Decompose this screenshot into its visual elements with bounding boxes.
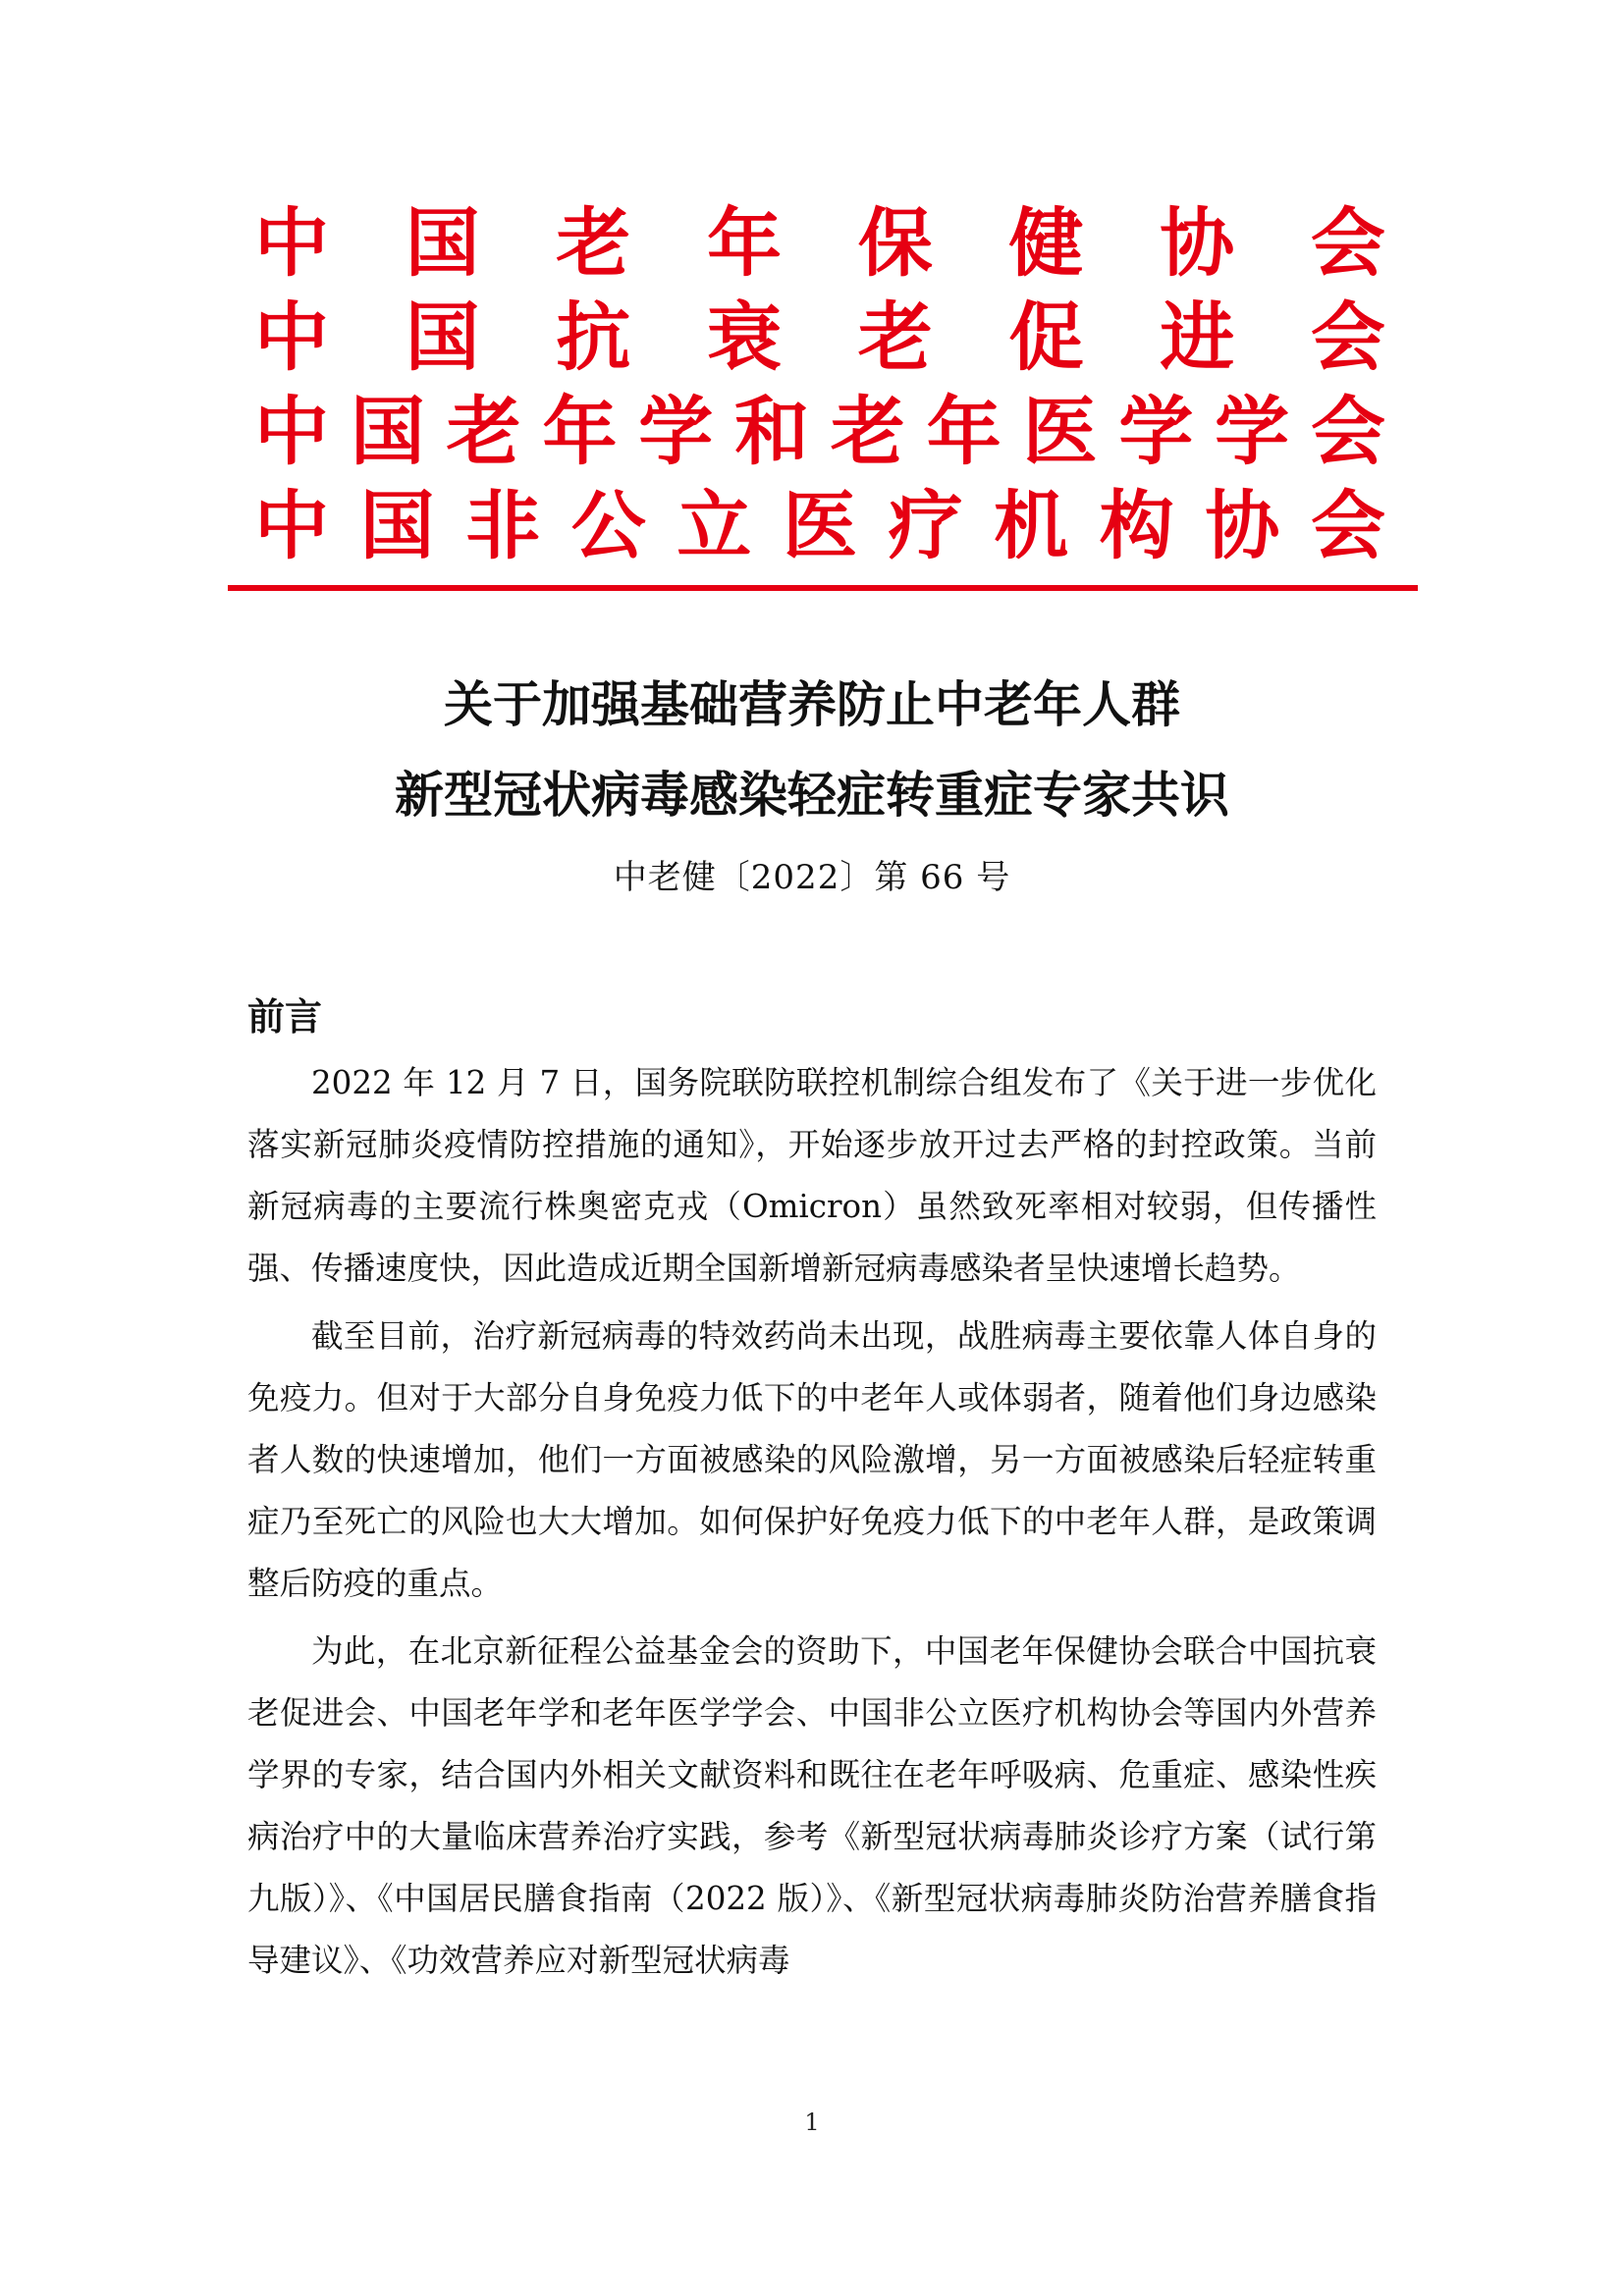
organization-line-1 [250,196,1389,291]
organization-char: 疗 [888,482,963,569]
organization-char: 年 [707,199,783,287]
paragraph-2: 截至目前，治疗新冠病毒的特效药尚未出现，战胜病毒主要依靠人体自身的免疫力。但对于大部分自身免疫力低下的中老年人或体弱者，随着他们身边感染者人数的快速增加，他们一方面被感染的风险激增，另一方面被感染后轻症转重症乃至死亡的风险也大大增加。如何保护好免疫力低下的中老年人群，是政策调整后防疫的重点。 [247,1317,1377,1602]
organization-char: 国 [350,388,425,475]
organization-char: 老 [857,294,933,381]
organization-char: 协 [1205,482,1280,569]
page-number: 1 [804,2109,820,2136]
organization-char: 非 [465,482,541,569]
organization-header [250,196,1389,573]
document-title-line-1: 关于加强基础营养防止中老年人群 [444,676,1180,733]
section-heading: 前言 [247,995,323,1039]
organization-char: 中 [254,294,329,381]
organization-char: 老 [446,388,521,475]
body-text [247,1052,1377,1998]
organization-char: 老 [556,199,631,287]
organization-char: 医 [1022,388,1098,475]
paragraph-3: 为此，在北京新征程公益基金会的资助下，中国老年保健协会联合中国抗衰老促进会、中国老年学和老年医学学会、中国非公立医疗机构协会等国内外营养学界的专家，结合国内外相关文献资料和既往在老年呼吸病、危重症、感染性疾病治疗中的大量临床营养治疗实践，参考《新型冠状病毒肺炎诊疗方案（试行第九版）》、《中国居民膳食指南（2022 版）》、《新型冠状病毒肺炎防治营养膳食指导建议》、《功效营养应对新型冠状病毒 [247,1632,1377,1979]
organization-char: 年 [926,388,1001,475]
document-number: 中老健〔2022〕第 66 号 [613,858,1011,897]
organization-char: 公 [570,482,646,569]
organization-char: 和 [734,388,810,475]
organization-char: 学 [1215,388,1290,475]
organization-char: 年 [542,388,618,475]
organization-char: 中 [254,388,329,475]
organization-char: 构 [1099,482,1174,569]
organization-char: 会 [1310,294,1385,381]
organization-char: 中 [254,482,329,569]
organization-char: 健 [1008,199,1084,287]
organization-char: 学 [1118,388,1194,475]
organization-char: 国 [359,482,435,569]
organization-char: 机 [994,482,1069,569]
organization-char: 会 [1310,199,1385,287]
organization-char: 立 [677,482,752,569]
organization-char: 会 [1310,388,1385,475]
paragraph-1: 2022 年 12 月 7 日，国务院联防联控机制综合组发布了《关于进一步优化落实新冠肺炎疫情防控措施的通知》，开始逐步放开过去严格的封控政策。当前新冠病毒的主要流行株奥密克戎（Omicron）虽然致死率相对较弱，但传播性强、传播速度快，因此造成近期全国新增新冠病毒感染者呈快速增长趋势。 [247,1064,1377,1287]
organization-char: 衰 [707,294,783,381]
organization-char: 学 [638,388,714,475]
organization-char: 国 [405,294,480,381]
organization-char: 保 [857,199,933,287]
organization-char: 老 [830,388,905,475]
organization-line-2 [250,291,1389,385]
organization-char: 中 [254,199,329,287]
organization-char: 国 [405,199,480,287]
organization-char: 促 [1008,294,1084,381]
organization-char: 医 [782,482,857,569]
organization-char: 会 [1310,482,1385,569]
organization-char: 协 [1160,199,1235,287]
organization-line-3 [250,385,1389,479]
organization-char: 抗 [556,294,631,381]
organization-line-4 [250,479,1389,573]
header-divider [228,585,1418,591]
document-title-line-2: 新型冠状病毒感染轻症转重症专家共识 [395,767,1229,824]
organization-char: 进 [1160,294,1235,381]
